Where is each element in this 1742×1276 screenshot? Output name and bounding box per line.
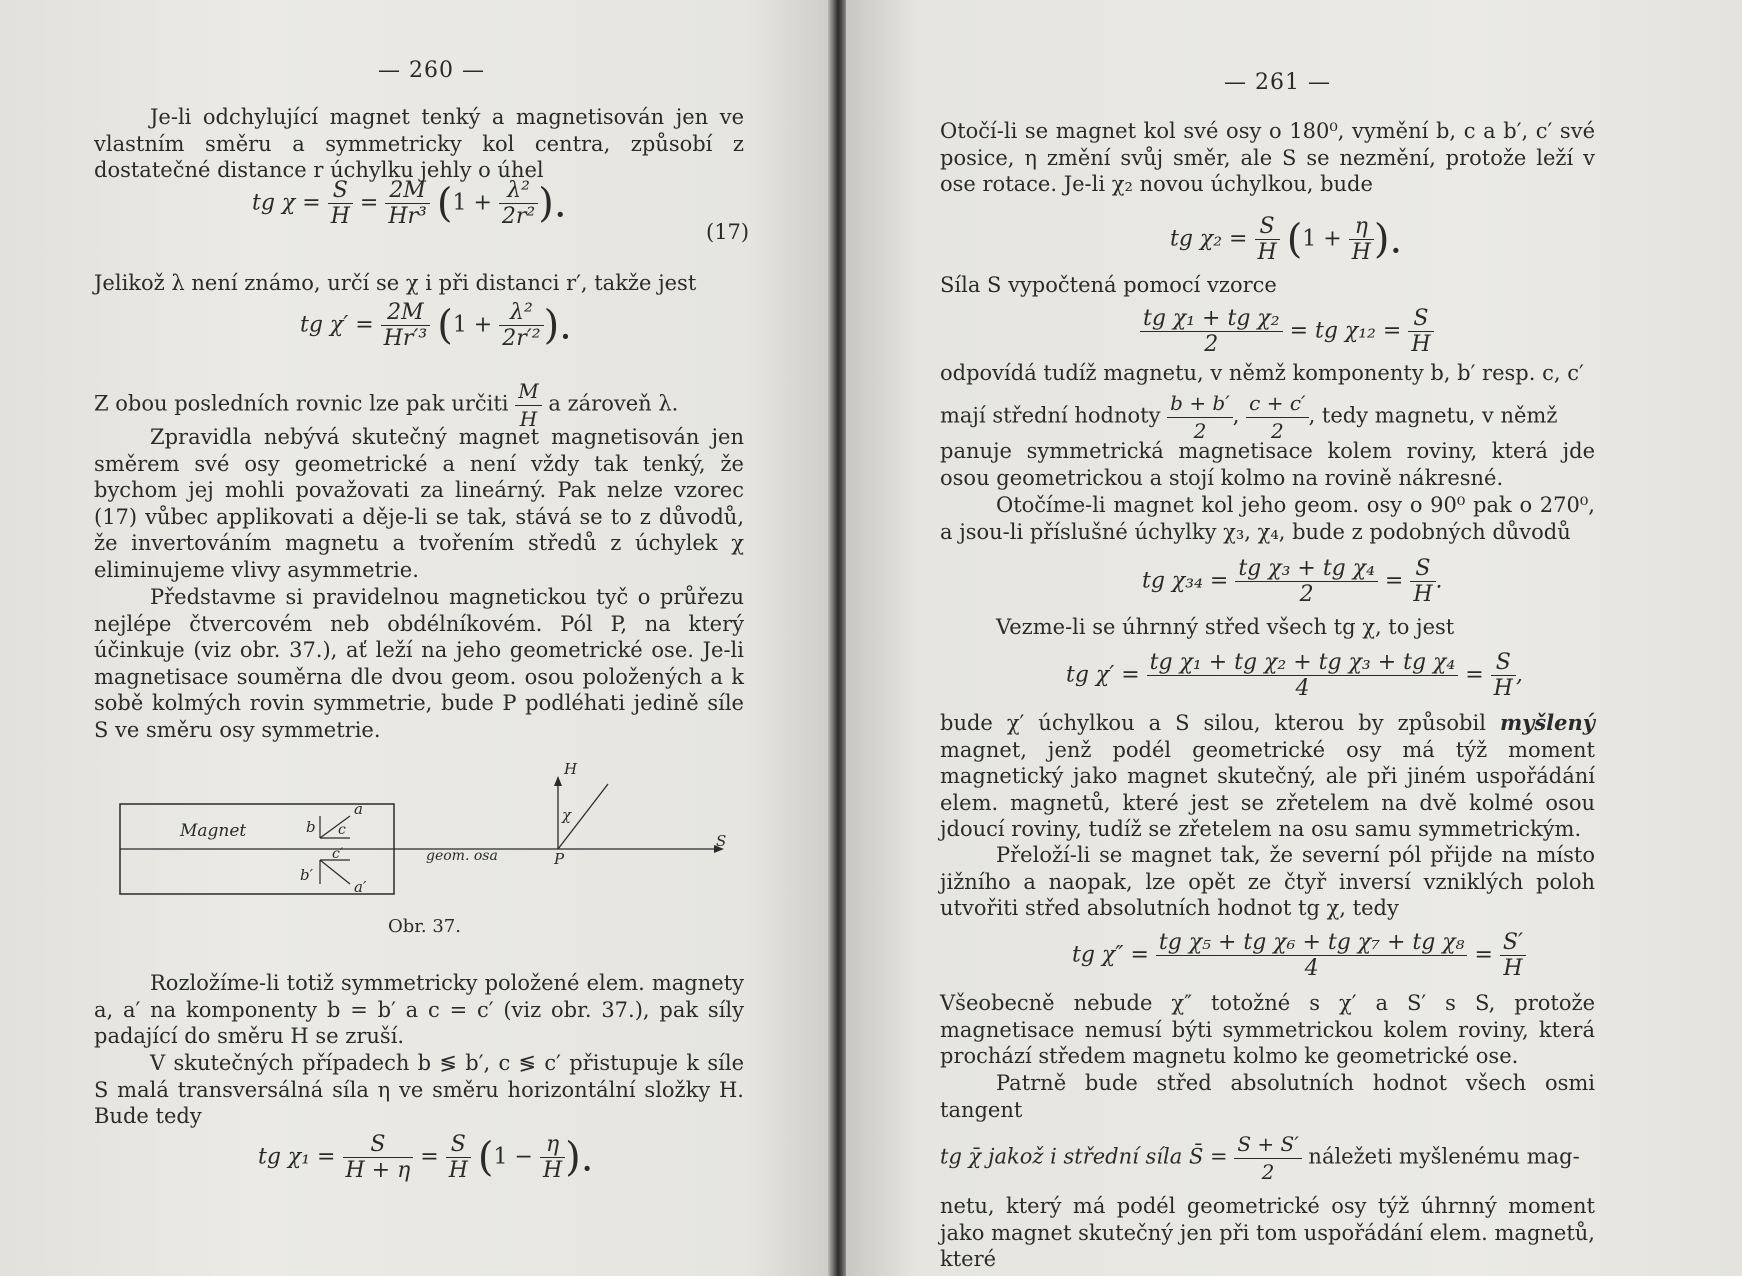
paragraph (940, 710, 1595, 843)
text-run: mají střední hodnoty (940, 403, 1161, 428)
label-magnet: Magnet (180, 821, 247, 841)
denominator: H (1493, 676, 1513, 701)
numerator: S (343, 1132, 414, 1158)
equals: = (420, 1144, 439, 1170)
denominator: 2 (1261, 1159, 1275, 1184)
numerator: tg χ₃ + tg χ₄ (1235, 556, 1378, 582)
paragraph (940, 990, 1595, 1070)
label-chi: χ (562, 806, 572, 824)
denominator: H (1411, 332, 1431, 357)
denominator: H (519, 406, 538, 431)
fraction (1491, 650, 1516, 701)
paren-open: ( (1286, 216, 1303, 263)
paragraph-text: Otočíme-li magnet kol jeho geom. osy o 90⁰ pak o 270⁰, a jsou-li příslušné úchylky χ₃, χ₄, bude z podobných důvodů (940, 493, 1595, 544)
label-b-prime: b′ (300, 866, 314, 884)
equation (1072, 930, 1526, 981)
paragraph-text: Představme si pravidelnou magnetickou tyč o průřezu nejlépe čtvercovém neb obdélníkovém. Pól P, na který účinkuje (viz obr. 37.), ať leží na jeho geometrické ose. Je-li magnetisace souměrna dle dvou geom. osou položených a k sobě kolmých rovin symmetrie, bude P podléhati jedině síle S ve směru osy symmetrie. (94, 585, 744, 742)
eq-lhs: tg χ = (252, 190, 321, 216)
paragraph-text: Přeloží-li se magnet tak, že severní pól přijde na místo jižního a naopak, lze opět ze čtyř inversí vzniklých poloh utvořiti střed absolutních hodnot tg χ, tedy (940, 843, 1595, 920)
text-run: , tedy magnetu, v němž (1308, 403, 1558, 428)
denominator: Hr′³ (383, 326, 428, 351)
paragraph-text: Rozložíme-li totiž symmetricky položené elem. magnety a, a′ na komponenty b = b′ a c = c′ (viz obr. 37.), pak síly padající do směru H se zruší. (94, 971, 744, 1048)
paragraph (940, 360, 1595, 387)
denominator: H (448, 1158, 468, 1183)
paren-close: ). (1373, 216, 1403, 263)
numerator: S (1410, 556, 1435, 582)
figure-caption: Obr. 37. (388, 916, 461, 937)
equation (1140, 306, 1434, 357)
fraction (1246, 390, 1308, 444)
fraction (1140, 306, 1283, 357)
one-plus: 1 + (1302, 226, 1342, 252)
paragraph-text: Vezme-li se úhrnný střed všech tg χ, to jest (996, 615, 1455, 639)
emphasis: myšlený (1499, 710, 1595, 735)
denominator: H (542, 1158, 563, 1183)
equals: = (1465, 662, 1484, 688)
paragraph-text (940, 390, 1595, 444)
denominator: 2 (1193, 418, 1207, 443)
comma: , (1232, 403, 1240, 428)
paragraph-text: Zpravidla nebývá skutečný magnet magnetisován jen směrem své osy geometrické a není vždy tak tenký, že bychom jej mohli považovati za lineárný. Pak nelze vzorec (17) vůbec applikovati a děje-li se tak, stává se to z důvodů, že invertováním magnetu a tvořením středů z úchylek χ eliminujeme vlivy asymmetrie. (94, 425, 744, 582)
paragraph (94, 970, 744, 1050)
page-number: — 261 — (1224, 70, 1331, 95)
numerator: M (515, 378, 541, 406)
label-c-prime: c′ (332, 846, 344, 862)
denominator: 4 (1304, 956, 1319, 981)
equals: = (359, 190, 379, 216)
label-geom-axis: geom. osa (426, 848, 498, 864)
eq-lhs: tg χ₂ = (1170, 226, 1248, 252)
paragraph (94, 584, 744, 743)
equation (258, 1132, 593, 1183)
text-run: tg χ̄ jakož i střední síla (940, 1144, 1183, 1169)
label-a: a (354, 800, 363, 818)
paragraph-text: netu, který má podél geometrické osy týž úhrnný moment jako magnet skutečný jen při tom uspořádání elem. magnetů, které (940, 1194, 1595, 1271)
element-a-prime (320, 860, 350, 884)
paragraph (94, 424, 744, 583)
numerator: b + b′ (1167, 390, 1233, 418)
fraction (499, 300, 543, 351)
equation (1170, 214, 1402, 265)
denominator: 2r² (501, 204, 536, 229)
numerator: S (1491, 650, 1516, 676)
text-run: magnet, jenž podél geometrické osy má týž moment magnetický jako magnet skutečný, ale při jiném uspořádání elem. magnetů, které jest se zřetelem na dvě kolmé osou jdoucí roviny, tudíž se zřetelem na osu samu symmetrickým. (940, 737, 1595, 841)
paragraph-text: Síla S vypočtená pomocí vzorce (940, 273, 1277, 297)
paragraph-text: Všeobecně nebude χ″ totožné s χ′ a S′ s S, protože magnetisace nemusí býti symmetrickou kolem roviny, která prochází středem magnetu kolmo ke geometrické ose. (940, 991, 1595, 1068)
equals: = (1384, 568, 1404, 594)
numerator: S (328, 178, 353, 204)
paragraph-text: Otočí-li se magnet kol své osy o 180⁰, vymění b, c a b′, c′ své posice, η změní svůj směr, ale S se nezmění, protože leží v ose rotace. Je-li χ₂ novou úchylkou, bude (940, 119, 1595, 196)
numerator: S (1408, 306, 1433, 332)
eq-lhs: tg χ′ = (300, 312, 374, 338)
denominator: 2 (1204, 332, 1219, 357)
paren-close: ). (543, 302, 572, 349)
label-S: S (716, 832, 727, 850)
fraction (1255, 214, 1280, 265)
fraction (1156, 930, 1468, 981)
numerator: η (1349, 214, 1374, 240)
fraction (385, 178, 430, 229)
paragraph (940, 390, 1595, 444)
label-c: c (338, 822, 346, 838)
denominator: Hr³ (388, 204, 427, 229)
paragraph-text (940, 1131, 1595, 1185)
paren-open: ( (437, 302, 453, 349)
paragraph (940, 1070, 1595, 1273)
numerator: S (1255, 214, 1280, 240)
eq-lhs: tg χ₁ = (258, 1144, 336, 1170)
numerator: S′ (1500, 930, 1526, 956)
text-run: Z obou posledních rovnic lze pak určiti (94, 391, 509, 416)
numerator: 2M (381, 300, 431, 326)
equation (1142, 556, 1443, 607)
numerator: c + c′ (1246, 390, 1308, 418)
paragraph-text (940, 710, 1595, 843)
paragraph (940, 438, 1595, 491)
eq-tail: , (1515, 662, 1523, 688)
numerator: η (540, 1132, 565, 1158)
label-b: b (306, 818, 316, 836)
equation (300, 300, 572, 351)
fraction (446, 1132, 471, 1183)
equation (1066, 650, 1523, 701)
denominator: 4 (1295, 676, 1310, 701)
label-H: H (564, 760, 578, 778)
paren-close: ). (538, 180, 567, 227)
fraction (499, 178, 538, 229)
paragraph (940, 272, 1595, 299)
paragraph (940, 118, 1595, 198)
numerator: 2M (385, 178, 430, 204)
fraction (381, 300, 431, 351)
eq-lhs: tg χ″ = (1072, 942, 1149, 968)
paren-open: ( (477, 1134, 494, 1181)
text-run: bude χ′ úchylkou a S silou, kterou by způsobil (940, 711, 1486, 735)
fraction (1500, 930, 1526, 981)
denominator: H (1503, 956, 1523, 981)
h-arrow (554, 776, 562, 786)
eq-lhs: tg χ₃₄ = (1142, 568, 1229, 594)
paragraph-text: Jelikož λ není známo, určí se χ i při distanci r′, takže jest (94, 271, 697, 295)
denominator: H (330, 204, 350, 229)
one-plus: 1 + (452, 190, 492, 216)
s-bar: S̄ = (1188, 1144, 1228, 1169)
denominator: H (1413, 582, 1433, 607)
paragraph (94, 1050, 744, 1130)
eq-tail: . (1435, 568, 1443, 594)
fraction (1408, 306, 1433, 357)
denominator: 2 (1299, 582, 1314, 607)
paragraph (940, 614, 1595, 641)
equals: = (1474, 942, 1493, 968)
page-number: — 260 — (378, 58, 485, 83)
paragraph-text: Patrně bude střed absolutních hodnot všech osmi tangent (940, 1071, 1595, 1122)
denominator: H + η (345, 1158, 411, 1183)
fraction (328, 178, 353, 229)
fraction (1410, 556, 1435, 607)
numerator: tg χ₁ + tg χ₂ (1140, 306, 1283, 332)
text-run: a zároveň λ. (548, 391, 679, 416)
text-run: náležeti myšlenému mag- (1308, 1144, 1580, 1169)
fraction (1349, 214, 1374, 265)
label-P: P (554, 850, 565, 868)
eq-lhs: tg χ′ = (1066, 662, 1140, 688)
equation-17 (252, 178, 567, 229)
paragraph-text: panuje symmetrická magnetisace kolem roviny, která jde osou geometrickou a stojí kolmo na rovině nákresné. (940, 439, 1595, 490)
denominator: 2 (1271, 418, 1284, 443)
fraction (540, 1132, 565, 1183)
numerator: λ² (499, 178, 538, 204)
numerator: S + S′ (1234, 1131, 1301, 1159)
paragraph-text: V skutečných případech b ≶ b′, c ≶ c′ přistupuje k síle S malá transversálná síla η ve směru horizontální složky H. Bude tedy (94, 1051, 744, 1128)
numerator: S (446, 1132, 471, 1158)
fraction (1147, 650, 1459, 701)
eq-middle: = tg χ₁₂ = (1289, 318, 1402, 344)
one-plus: 1 + (452, 312, 493, 338)
fraction (1235, 556, 1378, 607)
label-a-prime: a′ (354, 878, 367, 896)
paragraph (94, 104, 744, 184)
denominator: 2r′² (502, 326, 541, 351)
paragraph (940, 842, 1595, 922)
left-page (0, 0, 832, 1276)
paragraph (940, 492, 1595, 545)
paren-close: ). (565, 1134, 594, 1181)
denominator: H (1351, 240, 1371, 265)
paragraph-text: odpovídá tudíž magnetu, v němž komponenty b, b′ resp. c, c′ (940, 361, 1584, 385)
numerator: tg χ₁ + tg χ₂ + tg χ₃ + tg χ₄ (1147, 650, 1459, 676)
paragraph (94, 270, 744, 297)
fraction (1167, 390, 1233, 444)
numerator: tg χ₅ + tg χ₆ + tg χ₇ + tg χ₈ (1156, 930, 1468, 956)
fraction (343, 1132, 414, 1183)
paragraph-text: Je-li odchylující magnet tenký a magnetisován jen ve vlastním směru a symmetricky kol centra, způsobí z dostatečné distance r úchylku jehly o úhel (94, 105, 744, 182)
equation-number: (17) (706, 220, 750, 244)
figure-37 (110, 756, 730, 906)
numerator: λ² (499, 300, 543, 326)
paren-open: ( (436, 180, 453, 227)
fraction (1234, 1131, 1301, 1185)
denominator: H (1257, 240, 1277, 265)
one-minus: 1 − (493, 1144, 533, 1170)
